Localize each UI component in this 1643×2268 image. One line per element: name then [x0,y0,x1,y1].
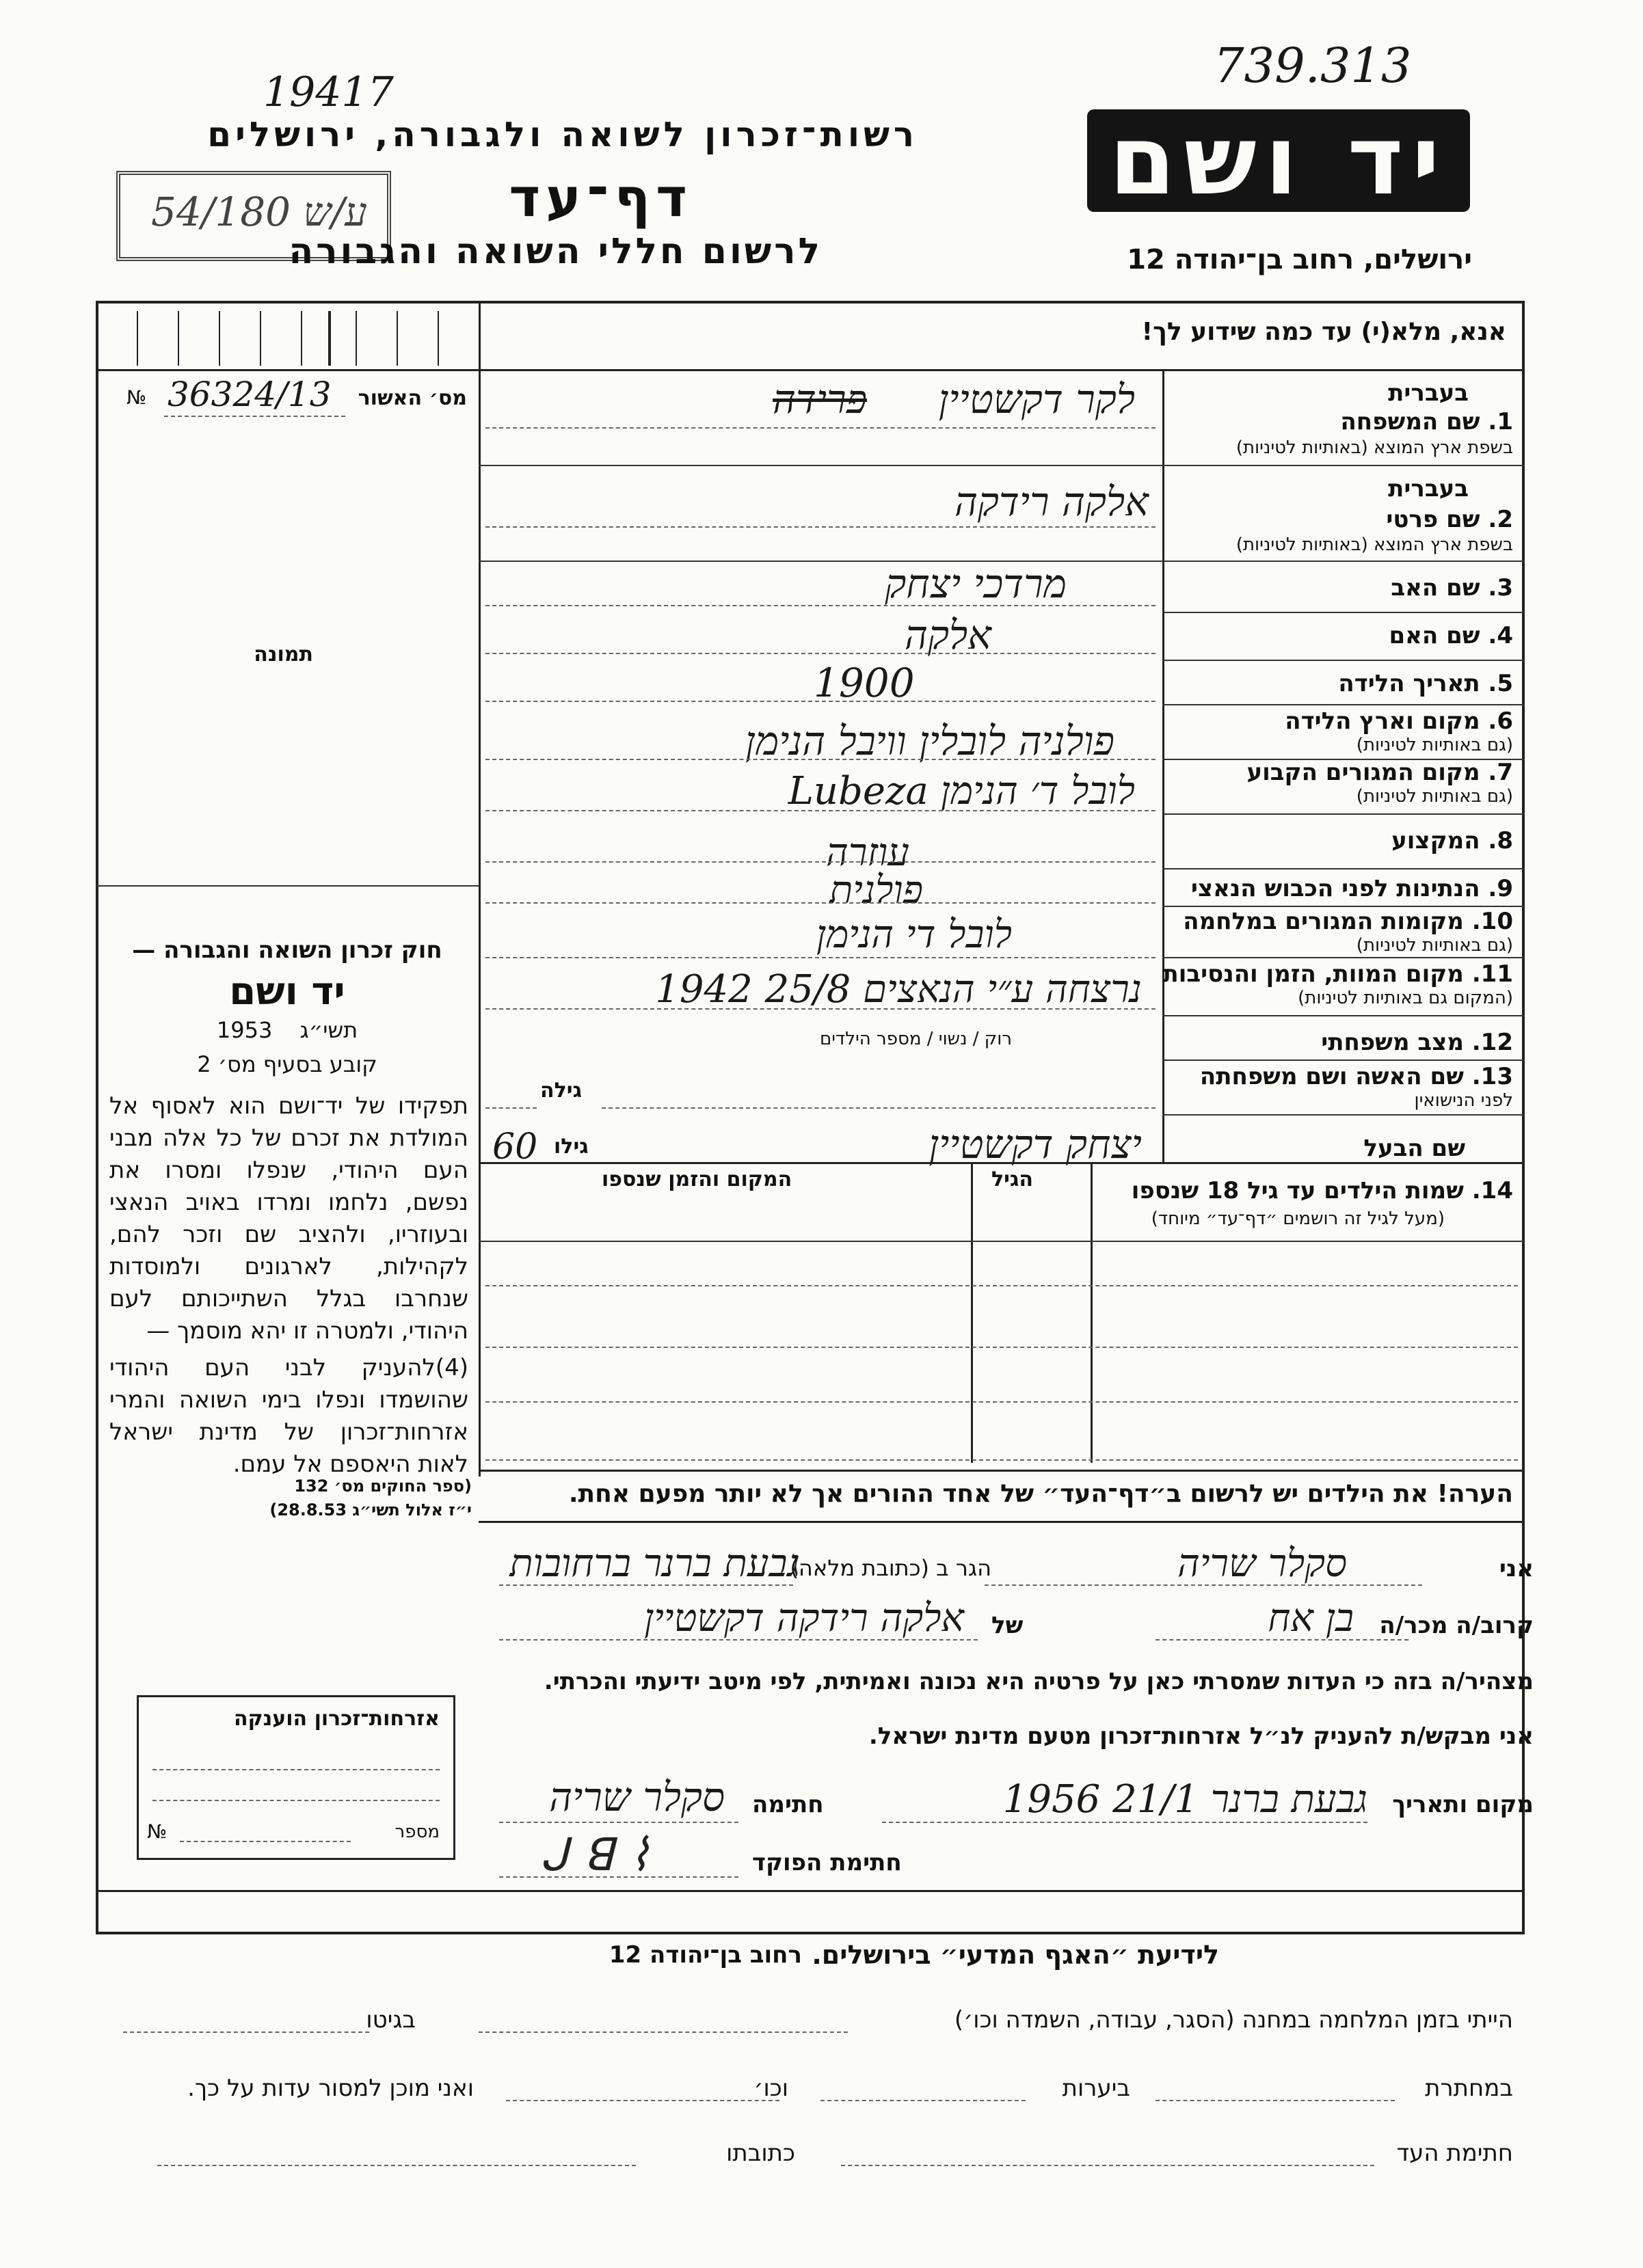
field-4-label: 4. שם האם [1389,622,1513,649]
yad-vashem-address: ירושלים, רחוב בן־יהודה 12 [1127,244,1472,275]
field-14-sub: (מעל לגיל זה רושמים ״דף־עד״ מיוחד) [1151,1209,1445,1229]
field-12-label: 12. מצב משפחתי [1321,1029,1513,1056]
bottom-line3-address: כתובתו [726,2139,795,2167]
decl-official-label: חתימת הפוקד [752,1849,902,1876]
field-2-label: 2. שם פרטי [1386,506,1513,533]
field-1-struck: פרידה [773,376,868,422]
field-3-label: 3. שם האב [1391,574,1513,602]
bottom-line1-camp: הייתי בזמן המלחמה במחנה (הסגר, עבודה, השמדה וכו׳) [954,2006,1513,2034]
field-7-sub: (גם באותיות לטיניות) [1356,786,1513,807]
field-8-value: עוזרה [826,831,909,875]
law-title: חוק זכרון השואה והגבורה — [132,936,442,964]
note: הערה! את הילדים יש לרשום ב״דף־העד״ של אחד ההורים אך לא יותר מפעם אחת. [568,1480,1513,1508]
law-name: יד ושם [229,969,345,1014]
field-7-label: 7. מקום המגורים הקבוע [1246,759,1513,786]
field-10-label: 10. מקומות המגורים במלחמה [1183,908,1513,935]
husband-label: שם הבעל [1363,1135,1465,1162]
law-ref-1: (ספר החוקים מס׳ 132 [294,1476,472,1496]
law-text: תפקידו של יד־ושם הוא לאסוף אל המולדת את זכרם של כל אלה מבני העם היהודי, שנפלו ומסרו את נפשם, נלחמו ומרדו באויב הנאצי ובעוזריו, ולהציב שם וזכר להם, לקהילות, לארגונים ולמוסדות שנחרבו בגלל השתייכותם לעם היהודי, ולמטרה זו יהא מוסמך — [109,1092,468,1345]
field-11-sub: (המקום גם באותיות לטיניות) [1298,988,1513,1008]
field-11-value: נרצחה ע״י הנאצים 25/8 1942 [655,967,1142,1012]
file-number-top: 739.313 [1214,38,1412,94]
field-1-sub: בשפת ארץ המוצא (באותיות לטיניות) [1235,437,1513,458]
field-13-age-label: גילה [540,1079,582,1103]
citizenship-box: אזרחות־זכרון הוענקה № מספר [137,1695,455,1860]
field-14-label: 14. שמות הילדים עד גיל 18 שנספו [1131,1177,1513,1204]
law-text-clause-4: (4)להעניק לבני העם היהודי שהושמדו ונפלו בימי השואה והמרי אזרחות־זכרון של מדינת ישראל לאות היאספם אל עמם. [109,1354,468,1478]
field-6-label: 6. מקום וארץ הלידה [1285,707,1513,735]
org-name: רשות־זכרון לשואה ולגבורה, ירושלים [207,115,918,154]
field-7-value: לובל ד׳ הנימן Lubeza [788,769,1135,813]
field-9-label: 9. הנתינות לפני הכבוש הנאצי [1190,875,1513,902]
field-12-options: רוק / נשוי / מספר הילדים [819,1029,1012,1049]
field-13-label: 13. שם האשה ושם משפחתה [1199,1063,1513,1090]
husband-age-value: 60 [492,1126,538,1167]
field-13-sub: לפני הנישואין [1414,1090,1513,1111]
decl-i-value: סקלר שריה [1177,1541,1347,1586]
decl-of-label: של [991,1612,1024,1639]
decl-place-date-label: מקום ותאריך [1392,1791,1534,1818]
field-6-value: פולניה לובלין וויבל הנימן [745,718,1114,764]
decl-place-date-value: גבעת ברנר 21/1 1956 [1002,1777,1367,1822]
decl-resident-label: הגר ב (כתובת מלאה) [790,1555,991,1581]
decl-relative-value: בן אח [1268,1596,1354,1641]
field-2-value: אלקה רידקה [954,478,1149,525]
col-age-header: הגיל [991,1167,1033,1191]
decl-request: אני מבקש/ת להעניק לנ״ל אזרחות־זכרון מטעם מדינת ישראל. [868,1723,1534,1750]
field-2-hebrew-tag: בעברית [1388,475,1469,502]
tick-boxes [109,311,465,366]
field-4-value: אלקה [905,612,991,658]
field-1-value: לקר דקשטיין [938,376,1135,422]
yad-vashem-logo: יד ושם [1087,109,1470,212]
bottom-line2-etc: וכו׳ [753,2075,788,2102]
intro-text: אנא, מלא(י) עד כמה שידוע לך! [1141,318,1506,346]
cert-number: 36324/13 [168,375,332,414]
bottom-line3-witness-sig: חתימת העד [1396,2139,1513,2167]
field-5-label: 5. תאריך הלידה [1338,670,1513,697]
husband-age-label: גילו [554,1135,589,1159]
field-10-sub: (גם באותיות לטיניות) [1356,935,1513,956]
field-3-value: מרדכי יצחק [885,561,1067,607]
field-6-sub: (גם באותיות לטיניות) [1356,735,1513,755]
decl-signature-label: חתימה [752,1791,824,1818]
law-section: קובע בסעיף מס׳ 2 [197,1051,377,1077]
decl-of-value: אלקה רידקה דקשטיין [643,1596,964,1641]
bottom-line2-willing: ואני מוכן למסור עדות על כך. [187,2075,474,2102]
field-1-hebrew-tag: בעברית [1388,379,1469,407]
field-10-value: לובל די הנימן [816,913,1012,957]
field-5-value: 1900 [814,660,915,706]
cert-no-sign: № [126,386,147,409]
decl-i-label: אני [1499,1555,1534,1582]
bottom-notice-address: רחוב בן־יהודה 12 [609,1941,802,1969]
decl-statement: מצהיר/ה בזה כי העדות שמסרתי כאן על פרטיה היא נכונה ואמיתית, לפי מיטב ידיעתי והכרתי. [544,1668,1534,1695]
law-year: 1953 תשי״ג [216,1017,358,1043]
decl-resident-value: גבעת ברנר ברחובות [509,1541,800,1586]
decl-relative-label: קרוב/ה מכר/ה [1379,1612,1534,1639]
field-2-sub: בשפת ארץ המוצא (באותיות לטיניות) [1235,535,1513,555]
archive-stamp: 54/180 ע/ש [116,171,391,261]
law-ref-2: י״ז אלול תשי״ג 28.8.53) [269,1500,472,1520]
official-signature-mark: ᒍ ꓭ ⌇ [540,1828,650,1881]
decl-signature-value: סקלר שריה [549,1774,725,1820]
form-subtitle: לרשום חללי השואה והגבורה [289,231,823,272]
husband-value: יצחק דקשטיין [929,1121,1142,1167]
field-1-label: 1. שם המשפחה [1340,408,1513,435]
bottom-line1-ghetto: בגיטו [366,2006,416,2034]
bottom-line2-forests: ביערות [1062,2075,1130,2102]
form-title: דף־עד [509,167,693,229]
file-number-handwritten: 19417 [263,68,394,116]
cert-label: מס׳ האשור [358,386,467,410]
photo-label: תמונה [254,643,313,666]
field-11-label: 11. מקום המוות, הזמן והנסיבות [1162,960,1513,988]
field-8-label: 8. המקצוע [1391,827,1513,854]
bottom-line2-underground: במחתרת [1425,2075,1513,2102]
col-place-header: המקום והזמן שנספו [602,1167,792,1191]
field-9-value: פולנית [829,868,923,913]
bottom-notice: לידיעת ״האגף המדעי״ בירושלים. [812,1940,1219,1970]
